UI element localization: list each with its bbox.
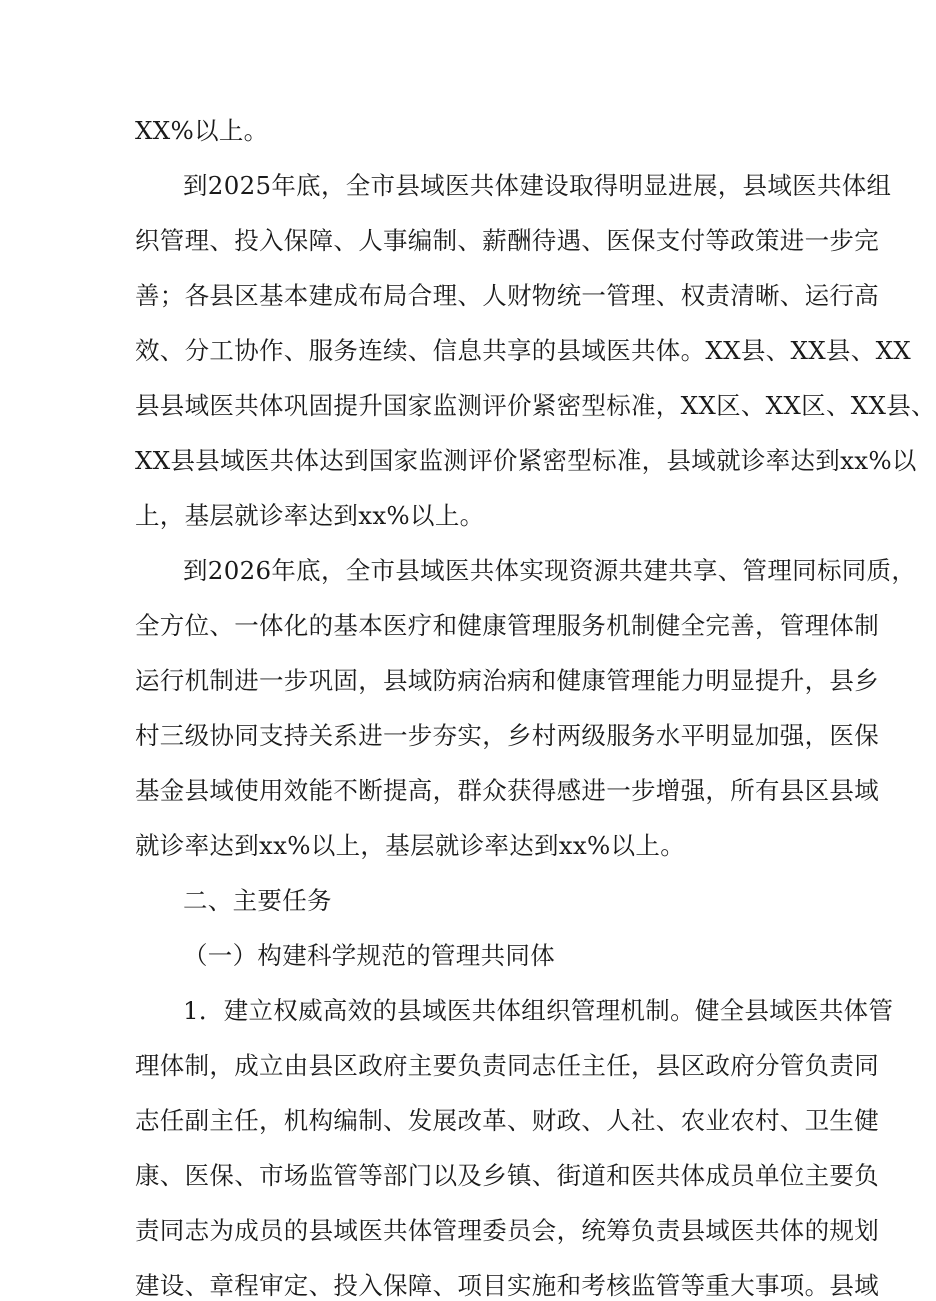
section-heading: 二、主要任务 <box>183 886 332 915</box>
paragraph-line: 善；各县区基本建成布局合理、人财物统一管理、权责清晰、运行高 <box>135 281 879 310</box>
paragraph-line: 责同志为成员的县域医共体管理委员会，统筹负责县域医共体的规划 <box>135 1216 879 1245</box>
paragraph-line: 志任副主任，机构编制、发展改革、财政、人社、农业农村、卫生健 <box>135 1106 879 1135</box>
paragraph-line: XX县县域医共体达到国家监测评价紧密型标准，县域就诊率达到xx%以 <box>135 446 917 475</box>
paragraph-line: 上，基层就诊率达到xx%以上。 <box>135 501 485 530</box>
paragraph-line: 就诊率达到xx%以上，基层就诊率达到xx%以上。 <box>135 831 686 860</box>
paragraph-line: 基金县域使用效能不断提高，群众获得感进一步增强，所有县区县域 <box>135 776 879 805</box>
paragraph-line: 效、分工协作、服务连续、信息共享的县域医共体。XX县、XX县、XX <box>135 336 912 365</box>
paragraph-line: 1．建立权威高效的县域医共体组织管理机制。健全县域医共体管 <box>183 996 894 1025</box>
paragraph-line: 到2025年底，全市县域医共体建设取得明显进展，县域医共体组 <box>183 171 892 200</box>
paragraph-line: 全方位、一体化的基本医疗和健康管理服务机制健全完善，管理体制 <box>135 611 879 640</box>
paragraph-line: 康、医保、市场监管等部门以及乡镇、街道和医共体成员单位主要负 <box>135 1161 879 1190</box>
paragraph-line: 村三级协同支持关系进一步夯实，乡村两级服务水平明显加强，医保 <box>135 721 879 750</box>
paragraph-line: 理体制，成立由县区政府主要负责同志任主任，县区政府分管负责同 <box>135 1051 879 1080</box>
paragraph-line: 织管理、投入保障、人事编制、薪酬待遇、医保支付等政策进一步完 <box>135 226 879 255</box>
paragraph-line: 运行机制进一步巩固，县域防病治病和健康管理能力明显提升，县乡 <box>135 666 879 695</box>
paragraph-line: 县县域医共体巩固提升国家监测评价紧密型标准，XX区、XX区、XX县、 <box>135 391 936 420</box>
paragraph-line: 到2026年底，全市县域医共体实现资源共建共享、管理同标同质， <box>183 556 917 585</box>
subsection-heading: （一）构建科学规范的管理共同体 <box>183 941 555 970</box>
paragraph-line: XX%以上。 <box>135 116 269 145</box>
paragraph-line: 建设、章程审定、投入保障、项目实施和考核监管等重大事项。县域 <box>135 1271 879 1300</box>
